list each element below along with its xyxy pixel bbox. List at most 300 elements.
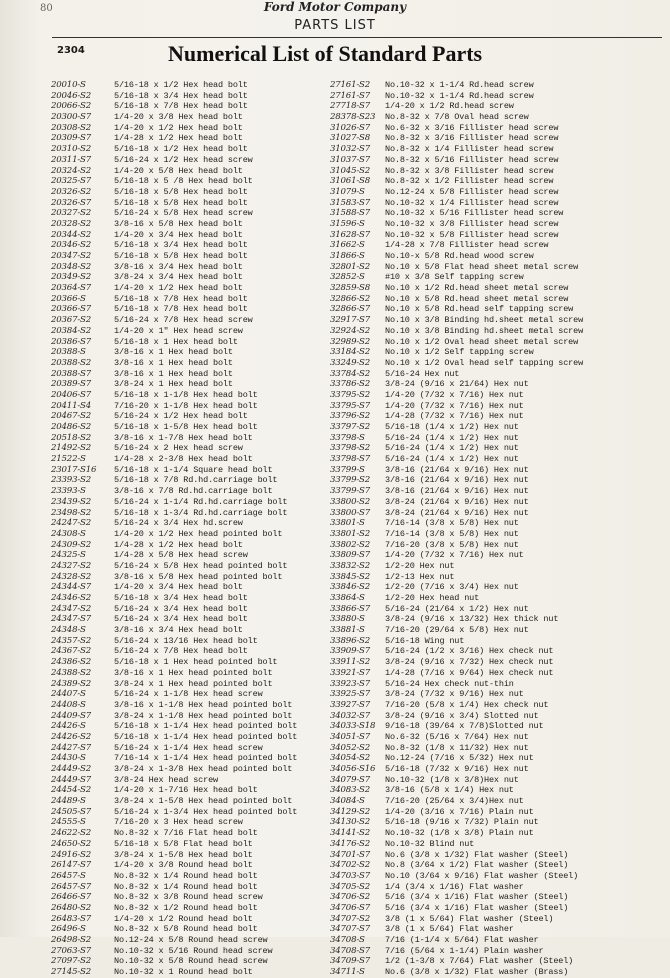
part-number: 24308-S bbox=[51, 528, 86, 539]
part-row bbox=[330, 582, 650, 593]
part-row bbox=[51, 497, 324, 508]
part-description: No.8-32 x 1/2 Fillister head screw bbox=[385, 176, 554, 187]
part-description: 5/16-18 x 1/2 Hex head bolt bbox=[114, 144, 248, 155]
part-row bbox=[330, 903, 650, 914]
part-row bbox=[330, 636, 650, 647]
part-row bbox=[330, 604, 650, 615]
part-description: 3/8-16 x 1 Hex head pointed bolt bbox=[114, 667, 273, 678]
part-description: 5/16-24 x 3/4 Hex head bolt bbox=[114, 614, 248, 625]
part-description: 1/4-20 x 1/2 Hex head bolt bbox=[114, 283, 243, 294]
part-description: 7/16-20 (25/64 x 3/4)Hex nut bbox=[385, 796, 524, 807]
part-number: 33784-S2 bbox=[330, 368, 370, 379]
part-row bbox=[330, 561, 650, 572]
part-row bbox=[330, 454, 650, 465]
part-number: 24430-S bbox=[51, 753, 86, 764]
part-description: 1/2-13 Hex nut bbox=[385, 571, 455, 582]
part-number: 23498-S2 bbox=[51, 507, 91, 518]
part-number: 20046-S2 bbox=[51, 90, 91, 101]
part-description: 5/16-18 x 7/8 Hex head bolt bbox=[114, 101, 248, 112]
part-number: 33881-S bbox=[330, 625, 365, 636]
part-number: 24327-S2 bbox=[51, 560, 91, 571]
part-number: 20366-S7 bbox=[51, 304, 91, 315]
part-description: 5/16-18 (7/32 x 9/16) Hex nut bbox=[385, 764, 529, 774]
brand-logo: Ford Motor Company bbox=[263, 0, 407, 14]
part-number: 34083-S2 bbox=[330, 785, 370, 796]
part-row bbox=[330, 465, 650, 476]
part-number: 24389-S2 bbox=[51, 678, 91, 689]
part-row bbox=[330, 679, 650, 690]
part-number: 31032-S7 bbox=[330, 144, 370, 155]
part-description: No.10 (3/64 x 9/16) Flat washer (Steel) bbox=[385, 870, 579, 881]
part-row bbox=[330, 828, 650, 839]
part-description: 1/4-28 x 1/2 Hex head bolt bbox=[114, 539, 243, 550]
part-row bbox=[330, 700, 650, 711]
part-row bbox=[330, 882, 650, 893]
part-description: 7/16-20 (29/64 x 5/8) Hex nut bbox=[385, 625, 529, 636]
part-number: 24650-S2 bbox=[51, 838, 91, 849]
part-row bbox=[51, 764, 324, 775]
part-row bbox=[51, 914, 324, 925]
part-row bbox=[51, 967, 324, 978]
part-description: 1/4-20 (3/16 x 7/16) Plain nut bbox=[385, 806, 534, 817]
part-description: No.10-32 x 5/16 Fillister head screw bbox=[385, 208, 564, 219]
part-row bbox=[51, 486, 324, 497]
part-description: 3/8-24 x 1-5/8 Hex head pointed bolt bbox=[114, 796, 293, 807]
part-number: 32859-S8 bbox=[330, 283, 370, 294]
part-description: 1/4-28 x 2-3/8 Hex head bolt bbox=[114, 454, 253, 465]
part-row bbox=[51, 956, 324, 967]
part-description: 5/16-24 x 7/8 Hex head bolt bbox=[114, 646, 248, 657]
part-description: 3/8-24 (7/32 x 9/16) Hex nut bbox=[385, 689, 524, 700]
part-number: 33786-S2 bbox=[330, 379, 370, 390]
part-description: 3/8-16 x 5/8 Hex head pointed bolt bbox=[114, 571, 283, 582]
part-number: 24407-S bbox=[51, 689, 86, 700]
part-description: 3/8-16 x 1-1/8 Hex head pointed bolt bbox=[114, 699, 293, 710]
part-row bbox=[51, 882, 324, 893]
part-row bbox=[51, 732, 324, 743]
part-row bbox=[51, 315, 324, 326]
part-row bbox=[51, 401, 324, 412]
part-row bbox=[51, 198, 324, 209]
part-row bbox=[330, 475, 650, 486]
part-description: 5/16-24 x 5/8 Hex head pointed bolt bbox=[114, 560, 288, 571]
part-row bbox=[51, 123, 324, 134]
part-row bbox=[51, 860, 324, 871]
part-description: 3/8-24 x 1 Hex head bolt bbox=[114, 379, 233, 390]
part-number: 33801-S bbox=[330, 518, 365, 529]
part-number: 33802-S2 bbox=[330, 539, 370, 550]
part-row bbox=[330, 508, 650, 519]
part-number: 32866-S2 bbox=[330, 293, 370, 304]
part-number: 24622-S2 bbox=[51, 828, 91, 839]
part-number: 20486-S2 bbox=[51, 422, 91, 432]
part-number: 20066-S2 bbox=[51, 101, 91, 112]
part-row bbox=[330, 326, 650, 337]
part-number: 33846-S2 bbox=[330, 582, 370, 593]
part-number: 20349-S2 bbox=[51, 272, 91, 283]
part-row bbox=[51, 230, 324, 241]
part-number: 34141-S2 bbox=[330, 828, 370, 839]
part-number: 33798-S2 bbox=[330, 443, 370, 454]
part-description: 7/16-14 (3/8 x 5/8) Hex nut bbox=[385, 518, 519, 529]
part-description: 1/4-20 x 1-7/16 Hex head bolt bbox=[114, 785, 258, 796]
part-description: 3/8 (1 x 5/64) Flat washer bbox=[385, 924, 514, 935]
part-number: 33795-S2 bbox=[330, 389, 370, 400]
part-number: 24325-S bbox=[51, 550, 86, 561]
part-number: 20325-S7 bbox=[51, 176, 91, 187]
part-number: 24449-S7 bbox=[51, 774, 91, 785]
part-description: No.8-32 x 1/4 Round head bolt bbox=[114, 870, 258, 881]
part-row bbox=[51, 379, 324, 390]
part-number: 33845-S2 bbox=[330, 571, 370, 582]
part-row bbox=[51, 946, 324, 957]
part-description: 1/4-20 x 1" Hex head screw bbox=[114, 325, 243, 336]
part-number: 24367-S2 bbox=[51, 646, 91, 657]
part-description: 5/16-24 x 1-1/8 Hex head screw bbox=[114, 689, 263, 700]
part-number: 21522-S bbox=[51, 454, 86, 465]
part-description: No.8-32 x 1/4 Round head bolt bbox=[114, 881, 258, 892]
part-description: No.10 x 5/8 Flat head sheet metal screw bbox=[385, 261, 579, 272]
part-row bbox=[330, 112, 650, 123]
part-row bbox=[330, 123, 650, 134]
part-description: No.12-24 x 5/8 Round head screw bbox=[114, 935, 268, 945]
part-row bbox=[330, 518, 650, 529]
part-row bbox=[51, 614, 324, 625]
part-number: 24344-S7 bbox=[51, 582, 91, 593]
part-description: 7/16-20 (5/8 x 1/4) Hex check nut bbox=[385, 699, 549, 710]
part-number: 33911-S2 bbox=[330, 657, 370, 668]
part-number: 31596-S bbox=[330, 218, 365, 229]
part-row bbox=[330, 304, 650, 315]
part-description: No.6-32 x 3/16 Fillister head screw bbox=[385, 122, 559, 133]
part-description: 1/2-20 Hex nut bbox=[385, 560, 455, 571]
part-number: 33909-S7 bbox=[330, 646, 370, 657]
part-number: 34706-S7 bbox=[330, 902, 370, 913]
part-number: 27097-S2 bbox=[51, 956, 91, 967]
part-row bbox=[330, 144, 650, 155]
part-number: 32924-S2 bbox=[330, 325, 370, 336]
part-row bbox=[330, 860, 650, 871]
part-description: 3/8-16 x 5/8 Hex head bolt bbox=[114, 218, 243, 229]
part-row bbox=[51, 369, 324, 380]
part-number: 31037-S7 bbox=[330, 154, 370, 165]
part-number: 20327-S2 bbox=[51, 208, 91, 219]
part-row bbox=[51, 817, 324, 828]
part-description: 3/8-16 (21/64 x 9/16) Hex nut bbox=[385, 464, 529, 475]
part-row bbox=[51, 144, 324, 155]
part-description: 5/16-18 x 7/8 Hex head bolt bbox=[114, 304, 248, 315]
part-description: No.8-32 x 3/8 Round head screw bbox=[114, 892, 263, 903]
part-number: 32917-S7 bbox=[330, 315, 370, 326]
part-description: 5/16-18 x 1-3/4 Rd.hd.carriage bolt bbox=[114, 507, 288, 518]
part-row bbox=[51, 657, 324, 668]
part-description: No.10-32 x 1 Round head bolt bbox=[114, 967, 253, 978]
part-row bbox=[51, 871, 324, 882]
part-number: 27161-S7 bbox=[330, 90, 370, 101]
part-number: 32866-S7 bbox=[330, 304, 370, 315]
part-description: 1/4-20 x 1/2 Rd.head screw bbox=[385, 101, 514, 112]
part-row bbox=[330, 337, 650, 348]
part-description: 5/16-24 x 3/4 Hex hd.screw bbox=[114, 518, 243, 529]
part-description: 3/8-24 (9/16 x 3/4) Slotted nut bbox=[385, 710, 539, 721]
part-number: 33880-S bbox=[330, 614, 365, 625]
part-description: No.10 x 3/8 Binding hd.sheet metal screw bbox=[385, 315, 584, 326]
part-description: 5/16-18 x 5/8 Hex head bolt bbox=[114, 186, 248, 197]
part-row bbox=[330, 796, 650, 807]
part-number: 23439-S2 bbox=[51, 496, 91, 507]
part-description: 7/16-20 (3/8 x 5/8) Hex nut bbox=[385, 539, 519, 550]
part-number: 33864-S bbox=[330, 593, 365, 603]
part-row bbox=[330, 80, 650, 91]
part-description: No.10-32 (1/8 x 3/8)Hex nut bbox=[385, 774, 519, 785]
part-row bbox=[330, 807, 650, 818]
part-number: 20388-S7 bbox=[51, 368, 91, 379]
part-description: 5/16-18 x 7/8 Rd.hd.carriage bolt bbox=[114, 475, 278, 486]
part-number: 31866-S bbox=[330, 251, 365, 261]
part-number: 24247-S2 bbox=[51, 518, 91, 529]
part-row bbox=[330, 401, 650, 412]
part-row bbox=[330, 550, 650, 561]
part-row bbox=[330, 892, 650, 903]
part-row bbox=[330, 240, 650, 251]
part-row bbox=[51, 572, 324, 583]
part-row bbox=[51, 166, 324, 177]
part-number: 32801-S2 bbox=[330, 261, 370, 272]
part-description: 5/16-24 (1/4 x 1/2) Hex nut bbox=[385, 454, 519, 465]
part-description: 3/8-24 (9/16 x 7/32) Hex check nut bbox=[385, 657, 554, 668]
part-number: 33866-S7 bbox=[330, 603, 370, 614]
part-number: 20310-S2 bbox=[51, 144, 91, 155]
part-row bbox=[51, 272, 324, 283]
part-description: No.8-32 x 1/4 Fillister head screw bbox=[385, 144, 554, 155]
part-number: 20344-S2 bbox=[51, 229, 91, 240]
part-number: 24489-S bbox=[51, 796, 86, 807]
part-description: 5/16-24 x 1/2 Hex head bolt bbox=[114, 411, 248, 422]
part-description: No.10-x 5/8 Rd.head wood screw bbox=[385, 251, 534, 261]
part-row bbox=[51, 475, 324, 486]
part-row bbox=[330, 625, 650, 636]
part-row bbox=[330, 614, 650, 625]
part-number: 31061-S8 bbox=[330, 176, 370, 187]
part-row bbox=[51, 101, 324, 112]
part-number: 27718-S7 bbox=[330, 101, 370, 112]
part-description: 5/16-18 x 5 /8 Hex head bolt bbox=[114, 176, 253, 187]
part-number: 20366-S bbox=[51, 293, 86, 304]
part-description: No.10-32 x 1/4 Fillister head screw bbox=[385, 197, 559, 208]
part-row bbox=[51, 112, 324, 123]
part-number: 20388-S bbox=[51, 347, 86, 358]
part-description: 5/16-18 x 5/8 Hex head bolt bbox=[114, 197, 248, 208]
part-number: 24409-S7 bbox=[51, 710, 91, 721]
part-row bbox=[330, 443, 650, 454]
part-description: 3/8-16 x 1 Hex head bolt bbox=[114, 357, 233, 368]
part-description: No.8-32 (1/8 x 11/32) Hex nut bbox=[385, 742, 529, 753]
part-number: 34032-S7 bbox=[330, 710, 370, 721]
part-row bbox=[330, 358, 650, 369]
part-description: No.10-32 x 5/8 Fillister head screw bbox=[385, 229, 559, 240]
part-description: 5/16-18 x 5/8 Flat head bolt bbox=[114, 838, 253, 849]
part-number: 24426-S bbox=[51, 721, 86, 732]
part-row bbox=[330, 411, 650, 422]
part-description: 5/16-18 x 1-1/4 Hex head pointed bolt bbox=[114, 721, 298, 732]
part-row bbox=[51, 646, 324, 657]
part-number: 34051-S7 bbox=[330, 731, 370, 742]
part-description: 1/4-20 x 1/2 Hex head pointed bolt bbox=[114, 528, 283, 539]
part-number: 26457-S7 bbox=[51, 881, 91, 892]
part-description: 3/8-24 (9/16 x 13/32) Hex thick nut bbox=[385, 614, 559, 625]
part-number: 34705-S2 bbox=[330, 881, 370, 892]
part-row bbox=[330, 486, 650, 497]
part-row bbox=[330, 668, 650, 679]
part-description: 1/4-28 x 5/8 Hex head screw bbox=[114, 550, 248, 561]
part-description: 5/16-24 (1/2 x 3/16) Hex check nut bbox=[385, 646, 554, 657]
part-row bbox=[51, 924, 324, 935]
part-number: 33832-S2 bbox=[330, 560, 370, 571]
part-number: 24388-S2 bbox=[51, 667, 91, 678]
part-number: 34708-S bbox=[330, 935, 365, 945]
part-row bbox=[330, 785, 650, 796]
part-row bbox=[51, 80, 324, 91]
part-description: No.12-24 x 5/8 Fillister head screw bbox=[385, 186, 559, 197]
part-number: 34711-S bbox=[330, 967, 365, 978]
part-number: 34054-S2 bbox=[330, 753, 370, 764]
part-number: 34129-S2 bbox=[330, 806, 370, 817]
part-number: 20367-S2 bbox=[51, 315, 91, 326]
part-number: 24346-S2 bbox=[51, 593, 91, 603]
part-row bbox=[330, 155, 650, 166]
part-row bbox=[330, 732, 650, 743]
part-number: 20364-S7 bbox=[51, 283, 91, 294]
part-row bbox=[51, 561, 324, 572]
part-number: 34701-S7 bbox=[330, 849, 370, 860]
part-row bbox=[51, 176, 324, 187]
part-number: 34708-S7 bbox=[330, 945, 370, 956]
part-description: 3/8-24 x 1-5/8 Hex head bolt bbox=[114, 849, 253, 860]
part-description: 5/16-18 x 1 Hex head bolt bbox=[114, 336, 238, 347]
part-number: 27145-S2 bbox=[51, 967, 91, 978]
part-number: 33921-S7 bbox=[330, 667, 370, 678]
part-description: 3/8-24 x 3/4 Hex head bolt bbox=[114, 272, 243, 283]
part-description: No.8-32 x 7/8 Oval head screw bbox=[385, 112, 529, 123]
part-row bbox=[330, 262, 650, 273]
part-number: 31045-S2 bbox=[330, 165, 370, 176]
right-parts-column bbox=[330, 80, 650, 978]
part-number: 23017-S16 bbox=[51, 464, 97, 475]
part-row bbox=[51, 903, 324, 914]
part-description: 3/8-24 (21/64 x 9/16) Hex nut bbox=[385, 496, 529, 507]
part-number: 33809-S7 bbox=[330, 550, 370, 561]
part-row bbox=[330, 850, 650, 861]
part-description: 1/4-20 x 1/2 Hex head bolt bbox=[114, 122, 243, 133]
part-number: 26498-S2 bbox=[51, 935, 91, 945]
part-description: 1/4-28 x 1/2 Hex head bolt bbox=[114, 133, 243, 144]
part-row bbox=[330, 711, 650, 722]
left-parts-column bbox=[51, 80, 324, 978]
part-number: 21492-S2 bbox=[51, 443, 91, 454]
part-row bbox=[51, 262, 324, 273]
part-row bbox=[51, 700, 324, 711]
part-number: 32852-S bbox=[330, 272, 365, 283]
part-description: #10 x 3/8 Self tapping screw bbox=[385, 272, 524, 283]
part-row bbox=[330, 529, 650, 540]
part-row bbox=[51, 240, 324, 251]
part-number: 20467-S2 bbox=[51, 411, 91, 422]
part-description: 3/8-16 x 7/8 Rd.hd.carriage bolt bbox=[114, 486, 273, 497]
part-number: 26496-S bbox=[51, 924, 86, 935]
part-number: 31027-S8 bbox=[330, 133, 370, 144]
part-description: 5/16-18 (1/4 x 1/2) Hex nut bbox=[385, 422, 519, 432]
part-row bbox=[330, 764, 650, 775]
part-number: 20411-S4 bbox=[51, 400, 91, 411]
part-description: 1/4-28 (7/16 x 9/64) Hex check nut bbox=[385, 667, 554, 678]
part-description: No.10-32 (1/8 x 3/8) Plain nut bbox=[385, 828, 534, 839]
part-number: 24454-S2 bbox=[51, 785, 91, 796]
part-description: 1/4-28 (7/32 x 7/16) Hex nut bbox=[385, 411, 524, 422]
part-description: 3/8-16 x 1 Hex head bolt bbox=[114, 347, 233, 358]
part-row bbox=[51, 465, 324, 476]
part-number: 33896-S2 bbox=[330, 635, 370, 646]
part-description: 5/16 (3/4 x 1/16) Flat washer (Steel) bbox=[385, 892, 569, 903]
part-number: 27063-S7 bbox=[51, 945, 91, 956]
part-number: 34176-S2 bbox=[330, 838, 370, 849]
part-description: 7/16-20 x 3 Hex head screw bbox=[114, 817, 243, 828]
part-row bbox=[51, 785, 324, 796]
part-number: 33798-S7 bbox=[330, 454, 370, 465]
part-description: 7/16-14 (3/8 x 5/8) Hex nut bbox=[385, 528, 519, 539]
part-number: 24347-S7 bbox=[51, 614, 91, 625]
part-description: 1/4-20 (7/32 x 7/16) Hex nut bbox=[385, 389, 524, 400]
part-row bbox=[51, 155, 324, 166]
part-row bbox=[51, 775, 324, 786]
part-description: 3/8-16 x 1 Hex head bolt bbox=[114, 368, 233, 379]
part-description: 7/16 (1-1/4 x 5/64) Flat washer bbox=[385, 935, 539, 945]
part-row bbox=[330, 646, 650, 657]
part-row bbox=[330, 497, 650, 508]
part-row bbox=[51, 133, 324, 144]
part-number: 33184-S2 bbox=[330, 347, 370, 358]
part-description: No.8-32 x 5/8 Round head bolt bbox=[114, 924, 258, 935]
part-number: 33923-S7 bbox=[330, 678, 370, 689]
part-row bbox=[330, 390, 650, 401]
part-description: 3/8-24 x 1-1/8 Hex head pointed bolt bbox=[114, 710, 293, 721]
part-description: 7/16 (5/64 x 1-1/4) Plain washer bbox=[385, 945, 544, 956]
part-row bbox=[330, 369, 650, 380]
part-number: 24505-S7 bbox=[51, 806, 91, 817]
part-description: No.10-32 x 5/8 Round head screw bbox=[114, 956, 268, 967]
part-number: 33798-S bbox=[330, 432, 365, 443]
part-description: 7/16-20 x 1-1/8 Hex head bolt bbox=[114, 400, 258, 411]
part-row bbox=[330, 422, 650, 433]
part-description: 3/8-16 x 1-7/8 Hex head bolt bbox=[114, 432, 253, 443]
part-row bbox=[330, 433, 650, 444]
part-description: No.8-32 x 3/16 Fillister head screw bbox=[385, 133, 559, 144]
part-row bbox=[330, 914, 650, 925]
part-description: No.6 (3/8 x 1/32) Flat washer (Brass) bbox=[385, 967, 569, 978]
part-description: No.10 x 1/2 Self tapping screw bbox=[385, 347, 534, 358]
part-number: 33795-S7 bbox=[330, 400, 370, 411]
part-row bbox=[51, 807, 324, 818]
part-row bbox=[330, 283, 650, 294]
part-row bbox=[330, 379, 650, 390]
part-number: 20326-S7 bbox=[51, 197, 91, 208]
part-number: 20406-S7 bbox=[51, 389, 91, 400]
part-number: 24916-S2 bbox=[51, 849, 91, 860]
part-description: 5/16-24 Hex nut bbox=[385, 368, 460, 379]
part-number: 34079-S7 bbox=[330, 774, 370, 785]
part-row bbox=[51, 550, 324, 561]
part-description: 7/16-14 x 1-1/4 Hex head pointed bolt bbox=[114, 753, 298, 764]
part-description: 5/16-24 x 13/16 Hex head bolt bbox=[114, 635, 258, 646]
